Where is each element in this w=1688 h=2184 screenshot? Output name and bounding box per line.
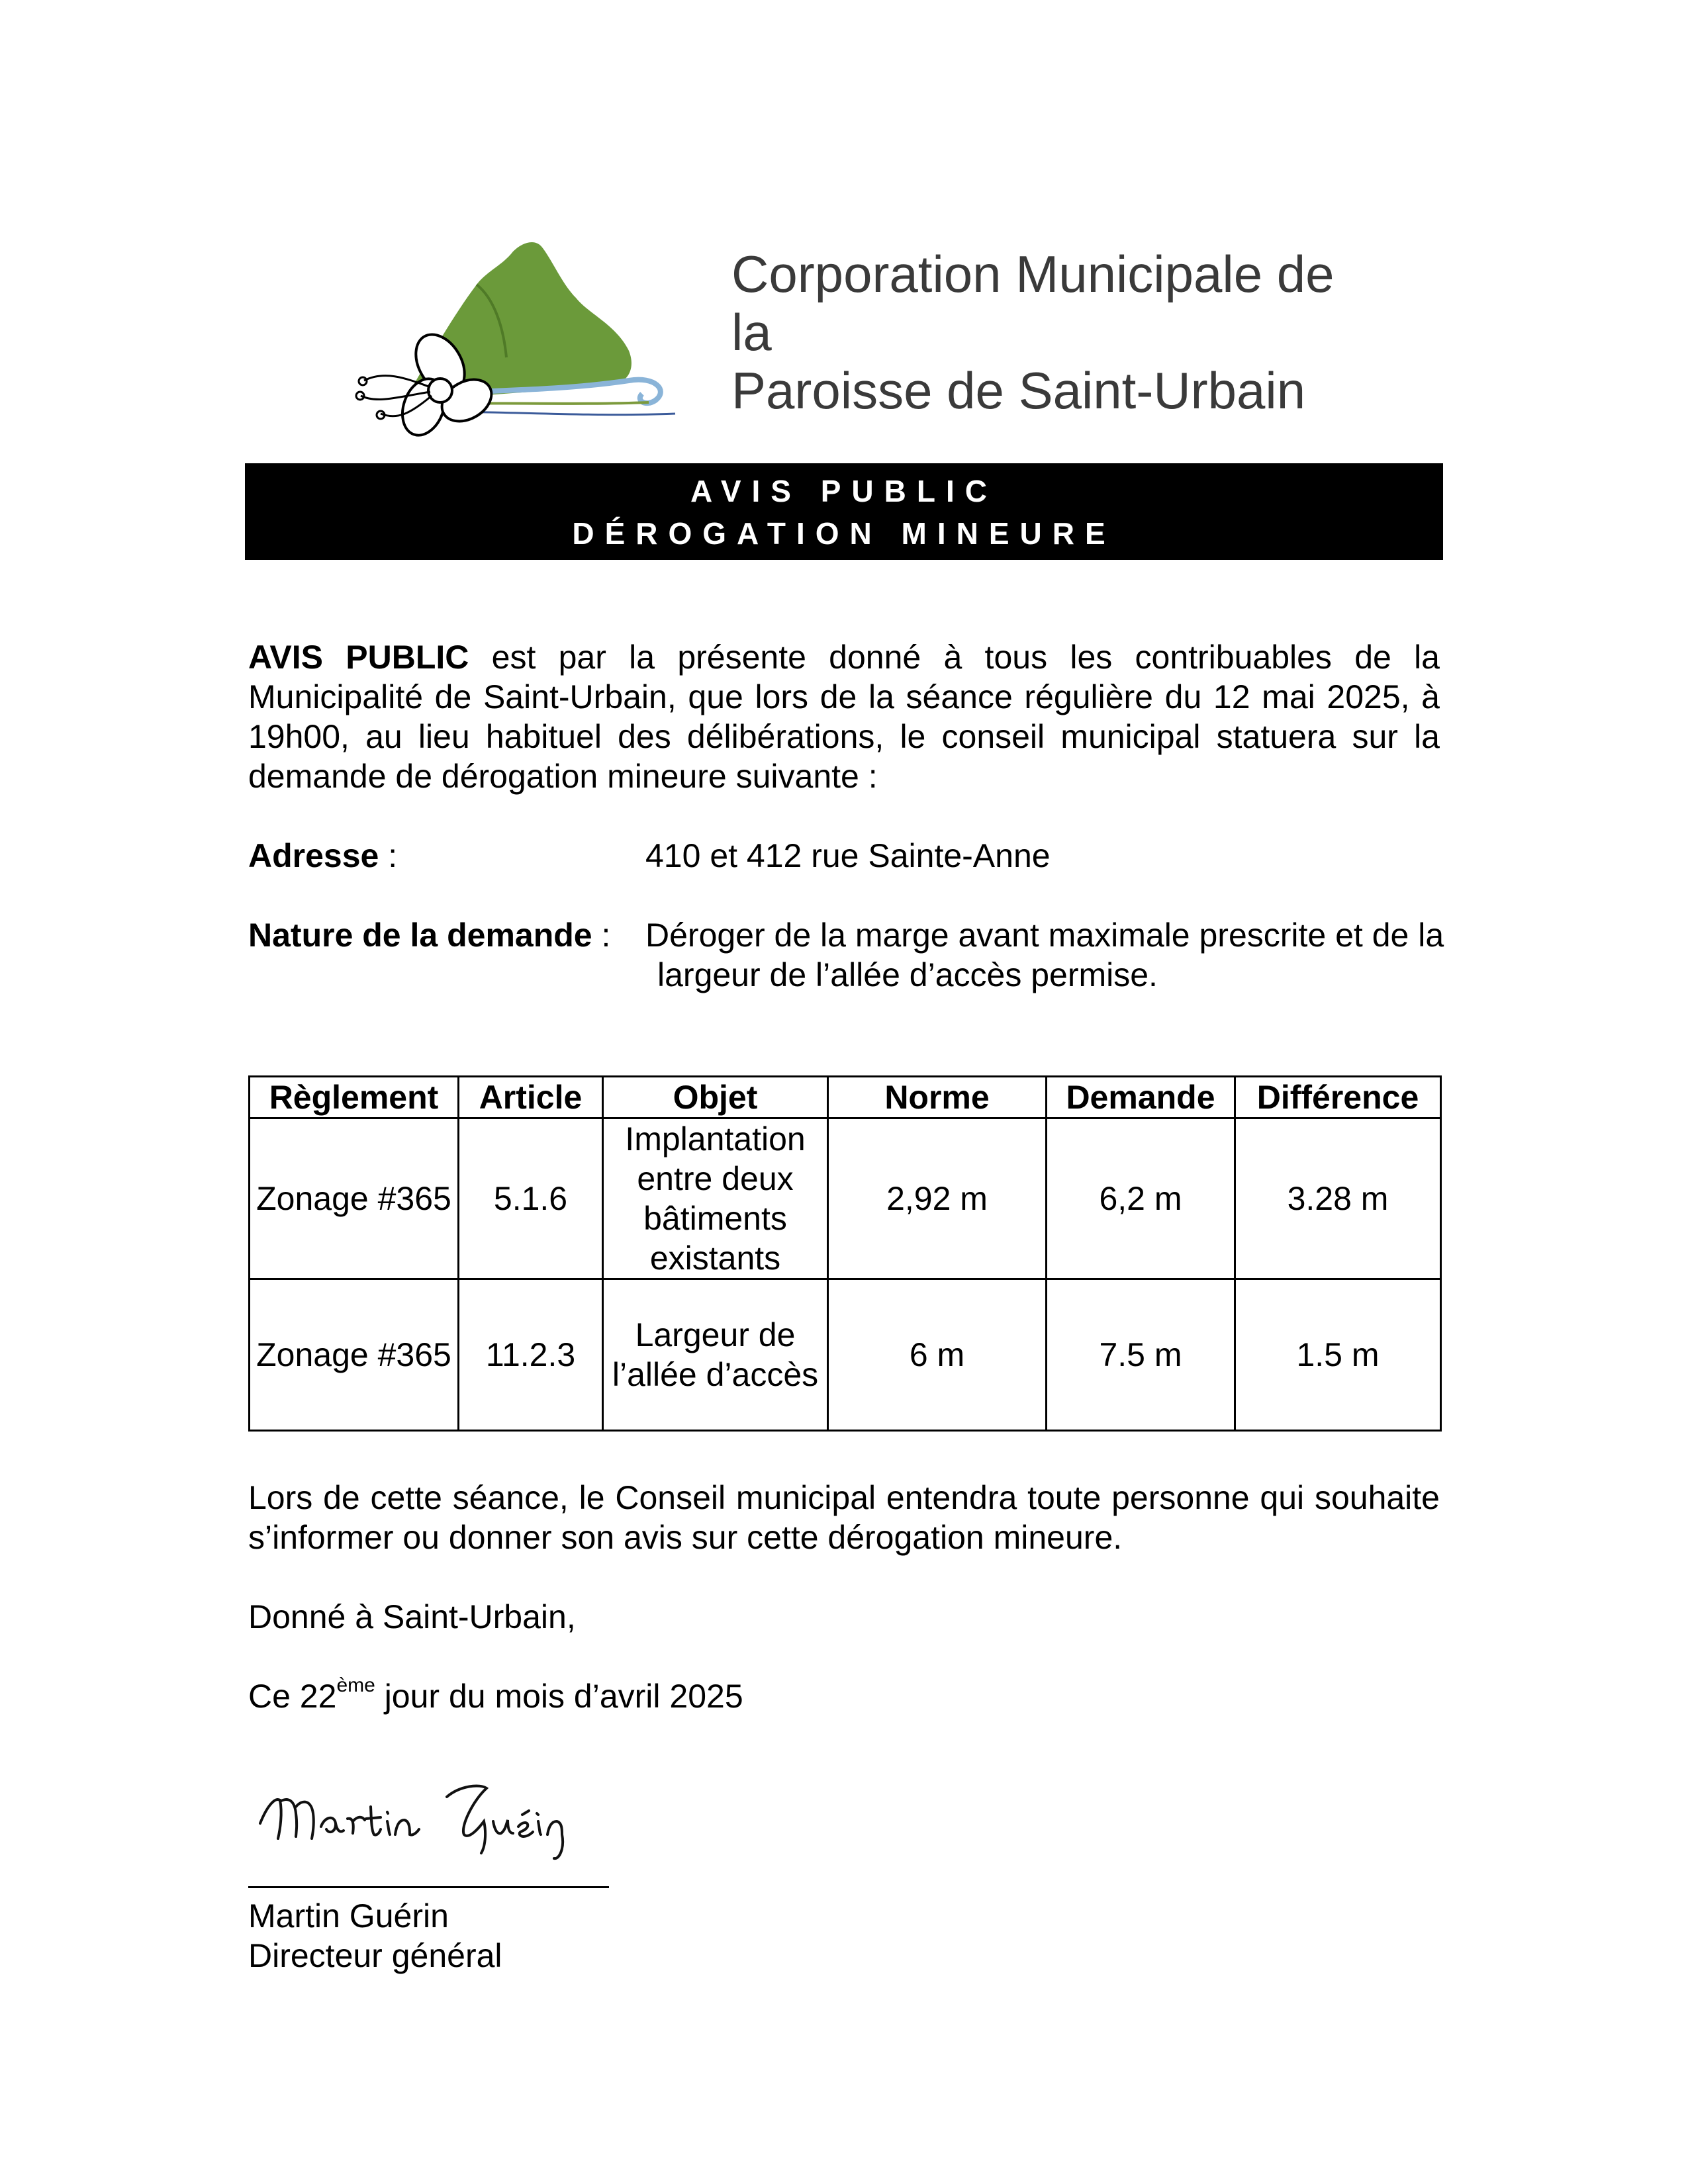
banner-title: AVIS PUBLIC (690, 474, 998, 508)
table-cell: Zonage #365 (250, 1118, 459, 1279)
request-separator: : (592, 917, 611, 954)
table-header-row (250, 1077, 1441, 1118)
column-header: Objet (603, 1077, 828, 1118)
column-header: Règlement (250, 1077, 459, 1118)
request-text-line1: Déroger de la marge avant maximale prescrite et de la (645, 917, 1444, 954)
table-row (250, 1118, 1441, 1279)
signatory-name: Martin Guérin (248, 1897, 449, 1934)
date-suffix: jour du mois d’avril 2025 (375, 1678, 743, 1715)
table-row (250, 1279, 1441, 1431)
derogation-table (248, 1075, 1442, 1432)
notice-date (248, 1676, 743, 1716)
table-cell: Implantation entre deux bâtiments existants (603, 1118, 828, 1279)
banner-subtitle: DÉROGATION MINEURE (572, 516, 1116, 551)
signature-line (248, 1886, 609, 1888)
column-header: Demande (1047, 1077, 1235, 1118)
address-label-group (248, 836, 397, 876)
address-value: 410 et 412 rue Sainte-Anne (645, 837, 1051, 874)
closing-paragraph: Lors de cette séance, le Conseil municipal entendra toute personne qui souhaite s’informer ou donner son avis sur cette dérogation mineure. (248, 1479, 1440, 1556)
intro-text: est par la présente donné à tous les contribuables de la Municipalité de Saint-Urbain, que lors de la séance régulière du 12 mai 2025, à 19h00, au lieu habituel des délibérations, le conseil municipal statuera sur la demande de dérogation mineure suivante : (248, 639, 1440, 795)
column-header: Norme (828, 1077, 1047, 1118)
request-label: Nature de la demande (248, 917, 592, 954)
intro-paragraph (248, 637, 1440, 796)
intro-lead: AVIS PUBLIC (248, 639, 469, 676)
request-label-group (248, 915, 610, 955)
organization-name-line1: Corporation Municipale de la (731, 245, 1335, 361)
table-cell: 6 m (828, 1279, 1047, 1431)
column-header: Article (459, 1077, 603, 1118)
column-header: Différence (1235, 1077, 1441, 1118)
table-cell: 11.2.3 (459, 1279, 603, 1431)
table-cell: Largeur de l’allée d’accès (603, 1279, 828, 1431)
date-prefix: Ce 22 (248, 1678, 337, 1715)
handwritten-signature (248, 1760, 659, 1866)
address-separator: : (379, 837, 398, 874)
signatory-title: Directeur général (248, 1937, 502, 1974)
table-cell: 3.28 m (1235, 1118, 1441, 1279)
table-cell: 6,2 m (1047, 1118, 1235, 1279)
table-cell: 2,92 m (828, 1118, 1047, 1279)
table-cell: 7.5 m (1047, 1279, 1235, 1431)
table-cell: Zonage #365 (250, 1279, 459, 1431)
organization-name (731, 245, 1357, 420)
mountain-flower-logo-icon (344, 225, 715, 437)
address-label: Adresse (248, 837, 379, 874)
notice-banner (245, 463, 1443, 560)
request-text-line2: largeur de l’allée d’accès permise. (657, 956, 1158, 993)
given-at: Donné à Saint-Urbain, (248, 1598, 576, 1635)
table-cell: 1.5 m (1235, 1279, 1441, 1431)
municipality-logo (344, 225, 1357, 437)
table-cell: 5.1.6 (459, 1118, 603, 1279)
organization-name-line2: Paroisse de Saint-Urbain (731, 361, 1306, 420)
date-ordinal: ème (336, 1674, 375, 1696)
